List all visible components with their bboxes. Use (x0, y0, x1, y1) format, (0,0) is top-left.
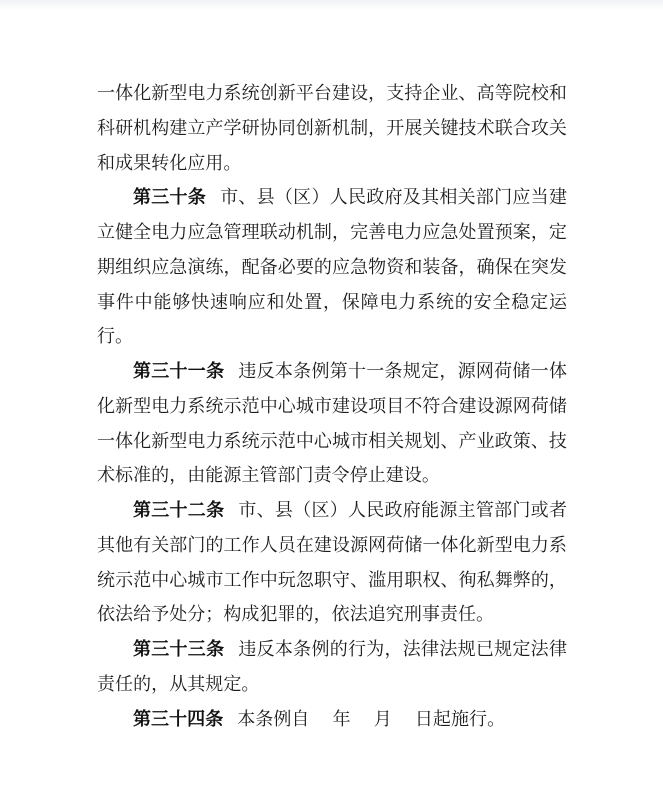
page-top-shadow (0, 0, 663, 10)
paragraph-text: 违反本条例第十一条规定，源网荷储一体化新型电力系统示范中心城市建设项目不符合建设源网荷储一体化新型电力系统示范中心城市相关规划、产业政策、技术标准的，由能源主管部门责令停止建设。 (97, 361, 567, 486)
paragraph-text: 本条例自 年 月 日起施行。 (237, 708, 506, 729)
article-number: 第三十一条 (133, 361, 225, 381)
paragraph (97, 702, 567, 737)
article-number: 第三十条 (133, 187, 207, 208)
paragraph-text: 违反本条例的行为，法律法规已规定法律责任的，从其规定。 (97, 639, 567, 694)
article-number: 第三十二条 (133, 500, 225, 520)
paragraph (97, 493, 567, 632)
article-number: 第三十三条 (133, 639, 225, 659)
paragraph (97, 76, 567, 180)
paragraph (97, 632, 567, 702)
paragraph-text: 一体化新型电力系统创新平台建设，支持企业、高等院校和科研机构建立产学研协同创新机制，开展关键技术联合攻关和成果转化应用。 (97, 83, 567, 173)
paragraph-text: 市、县（区）人民政府及其相关部门应当建立健全电力应急管理联动机制，完善电力应急处置预案，定期组织应急演练，配备必要的应急物资和装备，确保在突发事件中能够快速响应和处置，保障电力系统的安全稳定运行。 (97, 187, 567, 347)
paragraph-text: 市、县（区）人民政府能源主管部门或者其他有关部门的工作人员在建设源网荷储一体化新型电力系统示范中心城市工作中玩忽职守、滥用职权、徇私舞弊的，依法给予处分；构成犯罪的，依法追究刑事责任。 (97, 500, 567, 625)
article-number: 第三十四条 (133, 708, 224, 729)
document-content (97, 76, 567, 736)
paragraph (97, 180, 567, 354)
paragraph (97, 354, 567, 493)
